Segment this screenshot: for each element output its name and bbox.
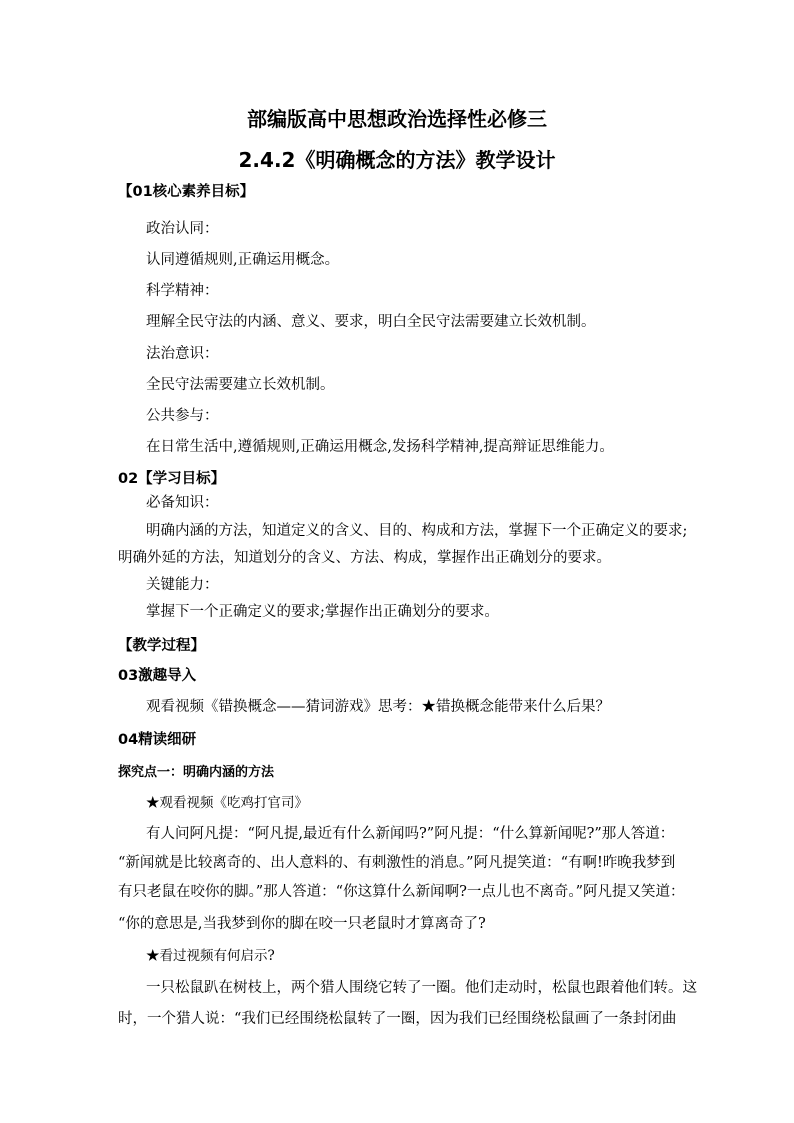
text-line: 认同遵循规则,正确运用概念。 bbox=[146, 252, 340, 268]
text-line: 明确外延的方法，知道划分的含义、方法、构成，掌握作出正确划分的要求。 bbox=[118, 550, 611, 566]
text-line: 在日常生活中,遵循规则,正确运用概念,发扬科学精神,提高辩证思维能力。 bbox=[146, 439, 614, 455]
text-line: “新闻就是比较离奇的、出人意料的、有刺激性的消息。”阿凡提笑道：“有啊!昨晚我梦到 bbox=[118, 855, 676, 871]
text-line: 政治认同： bbox=[146, 221, 219, 237]
text-line: 公共参与： bbox=[146, 408, 219, 424]
text-line: 明确内涵的方法，知道定义的含义、目的、构成和方法，掌握下一个正确定义的要求; bbox=[146, 523, 688, 539]
text-line: 全民守法需要建立长效机制。 bbox=[146, 377, 335, 393]
text-line: 有只老鼠在咬你的脚。”那人答道：“你这算什么新闻啊?一点儿也不离奇。”阿凡提又笑道： bbox=[118, 884, 685, 900]
text-line: 科学精神： bbox=[146, 283, 219, 299]
text-line: 掌握下一个正确定义的要求;掌握作出正确划分的要求。 bbox=[146, 604, 499, 620]
text-line: 有人问阿凡提：“阿凡提,最近有什么新闻吗?”阿凡提：“什么算新闻呢?”那人答道： bbox=[146, 826, 675, 842]
text-line: 时，一个猎人说：“我们已经围绕松鼠转了一圈，因为我们已经围绕松鼠画了一条封闭曲 bbox=[118, 1011, 677, 1027]
text-line: 观看视频《错换概念——猜词游戏》思考：★错换概念能带来什么后果？ bbox=[146, 699, 610, 715]
text-line: 关键能力： bbox=[146, 577, 219, 593]
section-heading-intro: 03激趣导入 bbox=[118, 668, 197, 684]
text-line: 一只松鼠趴在树枝上，两个猎人围绕它转了一圈。他们走动时，松鼠也跟着他们转。这 bbox=[146, 980, 697, 996]
text-line: ★看过视频有何启示? bbox=[146, 948, 275, 964]
text-line: ★观看视频《吃鸡打官司》 bbox=[146, 795, 308, 811]
subsection-heading: 探究点一：明确内涵的方法 bbox=[118, 765, 275, 780]
text-line: 理解全民守法的内涵、意义、要求，明白全民守法需要建立长效机制。 bbox=[146, 314, 596, 330]
text-line: “你的意思是,当我梦到你的脚在咬一只老鼠时才算离奇了? bbox=[118, 916, 486, 932]
document-subtitle: 2.4.2《明确概念的方法》教学设计 bbox=[238, 148, 556, 172]
section-heading-study: 04精读细研 bbox=[118, 732, 197, 748]
section-heading-teaching-process: 【教学过程】 bbox=[118, 638, 205, 654]
text-line: 法治意识： bbox=[146, 346, 219, 362]
document-title: 部编版高中思想政治选择性必修三 bbox=[247, 107, 547, 131]
section-heading-learning-goals: 02【学习目标】 bbox=[118, 471, 226, 487]
text-line: 必备知识： bbox=[146, 495, 219, 511]
section-heading-core-goals: 【01核心素养目标】 bbox=[118, 184, 255, 200]
